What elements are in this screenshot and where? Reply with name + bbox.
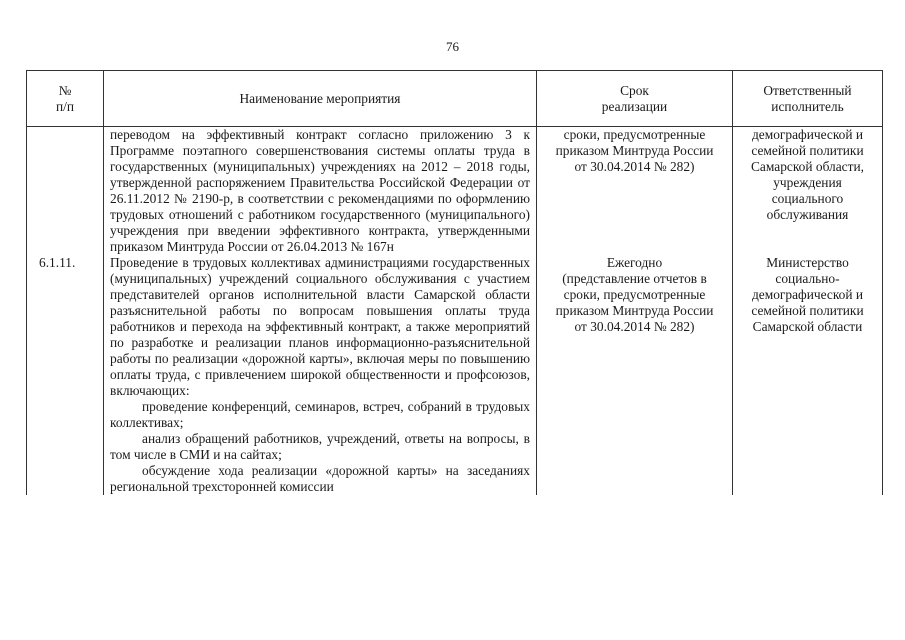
header-num-line2: п/п bbox=[55, 98, 75, 114]
term-line: от 30.04.2014 № 282) bbox=[574, 159, 695, 174]
header-num-line1: № bbox=[58, 82, 72, 98]
header-resp-line1: Ответственный bbox=[763, 82, 852, 98]
activity-subitem: обсуждение хода реализации «дорожной карты» на заседаниях региональной трехсторонней комиссии bbox=[110, 463, 530, 494]
header-num bbox=[27, 71, 104, 127]
row-responsible bbox=[733, 255, 883, 495]
activity-subitem: проведение конференций, семинаров, встреч, собраний в трудовых коллективах; bbox=[110, 399, 530, 430]
header-resp-line2: исполнитель bbox=[771, 98, 844, 114]
resp-line: учреждения bbox=[773, 175, 842, 190]
resp-line: социально- bbox=[775, 271, 840, 286]
activity-main-text: Проведение в трудовых коллективах администрациями государственных (муниципальных) учреждений социального обслуживания с участием представителей органов исполнительной власти Самарской области разъяснительной работы по вопросам повышения оплаты труда работников и перехода на эффективный контракт, а также мероприятий по разработке и реализации планов информационно-разъяснительной работы по реализации «дорожной карты», включая меры по повышению оплаты труда, с привлечением широкой общественности и профсоюзов, включающих: bbox=[110, 255, 530, 398]
term-line: приказом Минтруда России bbox=[555, 303, 714, 318]
table-header-row bbox=[27, 71, 883, 127]
header-name: Наименование мероприятия bbox=[104, 71, 537, 127]
row-activity: переводом на эффективный контракт согласно приложению 3 к Программе поэтапного совершенствования системы оплаты труда в государственных (муниципальных) учреждениях на 2012 – 2018 годы, утвержденной распоряжением Правительства Российской Федерации от 26.11.2012 № 2190-р, в соответствии с рекомендациями по оформлению трудовых отношений с работником государственного (муниципального) учреждения при введении эффективного контракта, утвержденными приказом Минтруда России от 26.04.2013 № 167н bbox=[104, 127, 537, 256]
activity-subitem: анализ обращений работников, учреждений, ответы на вопросы, в том числе в СМИ и на сайтах; bbox=[110, 431, 530, 462]
term-line: от 30.04.2014 № 282) bbox=[574, 319, 695, 334]
action-plan-table bbox=[26, 70, 883, 495]
term-line: сроки, предусмотренные bbox=[563, 287, 706, 302]
header-resp bbox=[733, 71, 883, 127]
resp-line: Самарской области bbox=[752, 319, 863, 334]
table-row bbox=[27, 127, 883, 256]
header-term-line1: Срок bbox=[620, 82, 649, 98]
resp-line: Самарской области, bbox=[751, 159, 864, 174]
row-term bbox=[537, 127, 733, 256]
resp-line: семейной политики bbox=[751, 143, 864, 158]
resp-line: социального bbox=[771, 191, 844, 206]
resp-line: семейной политики bbox=[751, 303, 864, 318]
table-row bbox=[27, 255, 883, 495]
resp-line: демографической и bbox=[751, 287, 864, 302]
term-line: сроки, предусмотренные bbox=[563, 127, 706, 142]
resp-line: обслуживания bbox=[766, 207, 849, 222]
row-activity bbox=[104, 255, 537, 495]
row-term bbox=[537, 255, 733, 495]
row-number bbox=[27, 127, 104, 256]
row-responsible bbox=[733, 127, 883, 256]
resp-line: Министерство bbox=[766, 255, 849, 270]
term-line: приказом Минтруда России bbox=[555, 143, 714, 158]
header-term bbox=[537, 71, 733, 127]
row-number: 6.1.11. bbox=[27, 255, 104, 495]
page-number: 76 bbox=[446, 39, 459, 54]
resp-line: демографической и bbox=[751, 127, 864, 142]
term-line: (представление отчетов в bbox=[562, 271, 707, 286]
term-line: Ежегодно bbox=[606, 255, 663, 270]
header-term-line2: реализации bbox=[601, 98, 668, 114]
